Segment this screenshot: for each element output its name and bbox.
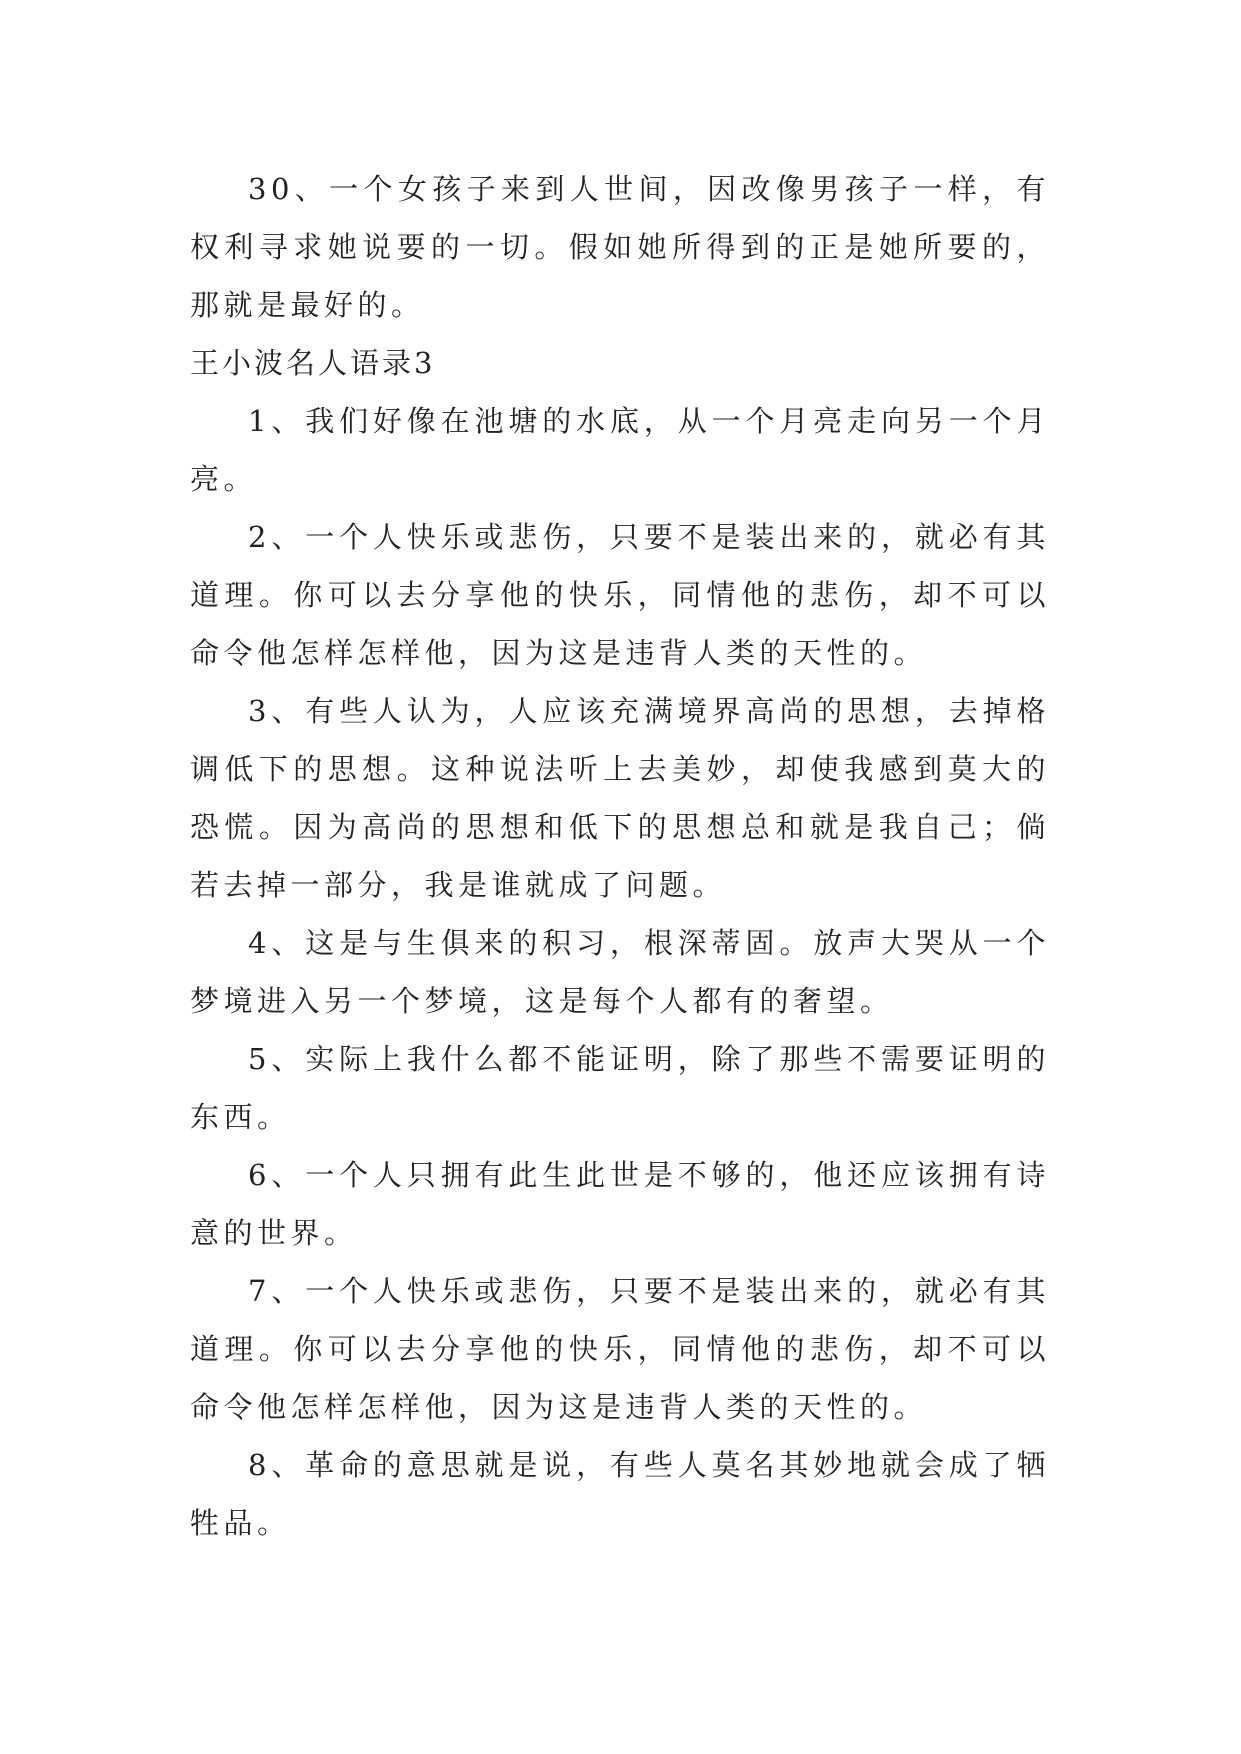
intro-paragraph: 30、一个女孩子来到人世间，因改像男孩子一样，有权利寻求她说要的一切。假如她所得到的正是她所要的，那就是最好的。 [190, 172, 1050, 322]
quote-paragraph-7: 7、一个人快乐或悲伤，只要不是装出来的，就必有其道理。你可以去分享他的快乐，同情他的悲伤，却不可以命令他怎样怎样他，因为这是违背人类的天性的。 [190, 1274, 1050, 1424]
quote-paragraph-3: 3、有些人认为，人应该充满境界高尚的思想，去掉格调低下的思想。这种说法听上去美妙，却使我感到莫大的恐慌。因为高尚的思想和低下的思想总和就是我自己；倘若去掉一部分，我是谁就成了问题。 [190, 694, 1050, 902]
quote-paragraph-4: 4、这是与生俱来的积习，根深蒂固。放声大哭从一个梦境进入另一个梦境，这是每个人都有的奢望。 [190, 926, 1050, 1018]
quote-paragraph-1: 1、我们好像在池塘的水底，从一个月亮走向另一个月亮。 [190, 404, 1050, 496]
quote-paragraph-5: 5、实际上我什么都不能证明，除了那些不需要证明的东西。 [190, 1042, 1050, 1134]
document-body [190, 160, 1050, 1552]
quote-paragraph-6: 6、一个人只拥有此生此世是不够的，他还应该拥有诗意的世界。 [190, 1158, 1050, 1250]
quote-paragraph-8: 8、革命的意思就是说，有些人莫名其妙地就会成了牺牲品。 [190, 1448, 1050, 1540]
section-title: 王小波名人语录3 [190, 346, 436, 380]
quote-paragraph-2: 2、一个人快乐或悲伤，只要不是装出来的，就必有其道理。你可以去分享他的快乐，同情他的悲伤，却不可以命令他怎样怎样他，因为这是违背人类的天性的。 [190, 520, 1050, 670]
